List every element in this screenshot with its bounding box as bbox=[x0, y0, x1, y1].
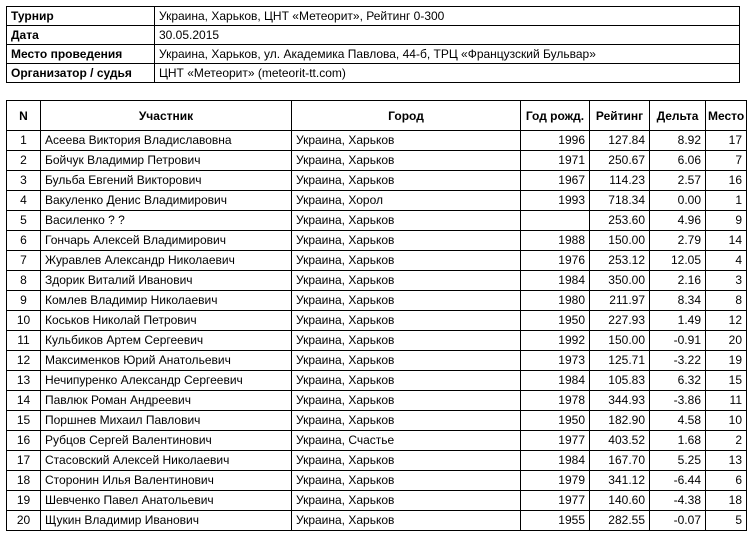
cell-rating: 253.60 bbox=[590, 211, 650, 231]
header-number: N bbox=[7, 101, 41, 131]
cell-place: 5 bbox=[706, 511, 747, 531]
cell-place: 12 bbox=[706, 311, 747, 331]
cell-rating: 140.60 bbox=[590, 491, 650, 511]
table-row bbox=[7, 411, 747, 431]
cell-participant: Вакуленко Денис Владимирович bbox=[41, 191, 292, 211]
cell-city: Украина, Харьков bbox=[292, 211, 521, 231]
tournament-info-table bbox=[6, 6, 740, 83]
cell-city: Украина, Харьков bbox=[292, 291, 521, 311]
cell-participant: Максименков Юрий Анатольевич bbox=[41, 351, 292, 371]
header-place: Место bbox=[706, 101, 747, 131]
cell-rating: 350.00 bbox=[590, 271, 650, 291]
header-participant: Участник bbox=[41, 101, 292, 131]
cell-number: 16 bbox=[7, 431, 41, 451]
cell-rating: 150.00 bbox=[590, 231, 650, 251]
cell-place: 10 bbox=[706, 411, 747, 431]
table-row bbox=[7, 231, 747, 251]
cell-delta: -0.91 bbox=[650, 331, 706, 351]
cell-rating: 253.12 bbox=[590, 251, 650, 271]
cell-delta: 1.68 bbox=[650, 431, 706, 451]
cell-participant: Гончарь Алексей Владимирович bbox=[41, 231, 292, 251]
cell-birth-year: 1977 bbox=[521, 491, 590, 511]
cell-participant: Комлев Владимир Николаевич bbox=[41, 291, 292, 311]
table-row bbox=[7, 511, 747, 531]
cell-delta: -0.07 bbox=[650, 511, 706, 531]
cell-city: Украина, Харьков bbox=[292, 451, 521, 471]
cell-place: 15 bbox=[706, 371, 747, 391]
cell-birth-year: 1967 bbox=[521, 171, 590, 191]
cell-place: 3 bbox=[706, 271, 747, 291]
cell-birth-year: 1979 bbox=[521, 471, 590, 491]
cell-birth-year: 1984 bbox=[521, 271, 590, 291]
cell-city: Украина, Хорол bbox=[292, 191, 521, 211]
info-label: Турнир bbox=[7, 7, 155, 26]
cell-number: 11 bbox=[7, 331, 41, 351]
table-row bbox=[7, 191, 747, 211]
cell-delta: 8.34 bbox=[650, 291, 706, 311]
cell-birth-year: 1996 bbox=[521, 131, 590, 151]
cell-city: Украина, Харьков bbox=[292, 131, 521, 151]
cell-birth-year: 1973 bbox=[521, 351, 590, 371]
cell-delta: 0.00 bbox=[650, 191, 706, 211]
header-birth-year: Год рожд. bbox=[521, 101, 590, 131]
cell-birth-year: 1978 bbox=[521, 391, 590, 411]
cell-place: 13 bbox=[706, 451, 747, 471]
cell-rating: 341.12 bbox=[590, 471, 650, 491]
table-row bbox=[7, 391, 747, 411]
cell-number: 7 bbox=[7, 251, 41, 271]
cell-number: 2 bbox=[7, 151, 41, 171]
info-value: Украина, Харьков, ЦНТ «Метеорит», Рейтинг 0-300 bbox=[155, 7, 740, 26]
info-row bbox=[7, 7, 740, 26]
cell-place: 8 bbox=[706, 291, 747, 311]
table-row bbox=[7, 371, 747, 391]
cell-city: Украина, Харьков bbox=[292, 311, 521, 331]
table-row bbox=[7, 211, 747, 231]
table-row bbox=[7, 131, 747, 151]
tournament-info-body bbox=[7, 7, 740, 83]
cell-delta: 2.79 bbox=[650, 231, 706, 251]
cell-city: Украина, Харьков bbox=[292, 231, 521, 251]
table-row bbox=[7, 351, 747, 371]
info-label: Дата bbox=[7, 26, 155, 45]
cell-city: Украина, Харьков bbox=[292, 411, 521, 431]
cell-delta: 4.96 bbox=[650, 211, 706, 231]
table-row bbox=[7, 311, 747, 331]
cell-city: Украина, Харьков bbox=[292, 391, 521, 411]
cell-city: Украина, Харьков bbox=[292, 171, 521, 191]
cell-delta: 1.49 bbox=[650, 311, 706, 331]
cell-place: 18 bbox=[706, 491, 747, 511]
info-value: ЦНТ «Метеорит» (meteorit-tt.com) bbox=[155, 64, 740, 83]
table-row bbox=[7, 491, 747, 511]
cell-delta: 12.05 bbox=[650, 251, 706, 271]
cell-rating: 167.70 bbox=[590, 451, 650, 471]
cell-delta: 2.57 bbox=[650, 171, 706, 191]
cell-participant: Шевченко Павел Анатольевич bbox=[41, 491, 292, 511]
cell-rating: 403.52 bbox=[590, 431, 650, 451]
cell-delta: 5.25 bbox=[650, 451, 706, 471]
cell-number: 3 bbox=[7, 171, 41, 191]
cell-delta: -4.38 bbox=[650, 491, 706, 511]
table-row bbox=[7, 291, 747, 311]
cell-birth-year: 1984 bbox=[521, 451, 590, 471]
cell-delta: -3.22 bbox=[650, 351, 706, 371]
results-body bbox=[7, 131, 747, 531]
cell-participant: Павлюк Роман Андреевич bbox=[41, 391, 292, 411]
cell-number: 12 bbox=[7, 351, 41, 371]
cell-participant: Нечипуренко Александр Сергеевич bbox=[41, 371, 292, 391]
info-row bbox=[7, 64, 740, 83]
cell-rating: 227.93 bbox=[590, 311, 650, 331]
cell-delta: -6.44 bbox=[650, 471, 706, 491]
cell-birth-year: 1976 bbox=[521, 251, 590, 271]
cell-number: 13 bbox=[7, 371, 41, 391]
info-row bbox=[7, 26, 740, 45]
cell-participant: Поршнев Михаил Павлович bbox=[41, 411, 292, 431]
cell-participant: Кульбиков Артем Сергеевич bbox=[41, 331, 292, 351]
cell-place: 1 bbox=[706, 191, 747, 211]
header-delta: Дельта bbox=[650, 101, 706, 131]
cell-place: 17 bbox=[706, 131, 747, 151]
cell-participant: Коськов Николай Петрович bbox=[41, 311, 292, 331]
info-label: Место проведения bbox=[7, 45, 155, 64]
cell-birth-year: 1950 bbox=[521, 311, 590, 331]
cell-number: 17 bbox=[7, 451, 41, 471]
cell-place: 19 bbox=[706, 351, 747, 371]
table-row bbox=[7, 471, 747, 491]
cell-place: 20 bbox=[706, 331, 747, 351]
cell-delta: 6.32 bbox=[650, 371, 706, 391]
table-row bbox=[7, 431, 747, 451]
cell-participant: Бульба Евгений Викторович bbox=[41, 171, 292, 191]
cell-place: 11 bbox=[706, 391, 747, 411]
info-row bbox=[7, 45, 740, 64]
cell-rating: 127.84 bbox=[590, 131, 650, 151]
cell-delta: 6.06 bbox=[650, 151, 706, 171]
header-rating: Рейтинг bbox=[590, 101, 650, 131]
cell-city: Украина, Харьков bbox=[292, 351, 521, 371]
cell-city: Украина, Харьков bbox=[292, 331, 521, 351]
cell-place: 7 bbox=[706, 151, 747, 171]
cell-rating: 150.00 bbox=[590, 331, 650, 351]
cell-rating: 344.93 bbox=[590, 391, 650, 411]
cell-place: 6 bbox=[706, 471, 747, 491]
table-row bbox=[7, 331, 747, 351]
table-row bbox=[7, 251, 747, 271]
cell-number: 8 bbox=[7, 271, 41, 291]
cell-number: 4 bbox=[7, 191, 41, 211]
cell-place: 14 bbox=[706, 231, 747, 251]
cell-city: Украина, Харьков bbox=[292, 511, 521, 531]
cell-birth-year: 1977 bbox=[521, 431, 590, 451]
info-value: Украина, Харьков, ул. Академика Павлова, 44-б, ТРЦ «Французский Бульвар» bbox=[155, 45, 740, 64]
cell-birth-year: 1993 bbox=[521, 191, 590, 211]
cell-number: 20 bbox=[7, 511, 41, 531]
cell-participant: Стасовский Алексей Николаевич bbox=[41, 451, 292, 471]
cell-birth-year: 1984 bbox=[521, 371, 590, 391]
cell-birth-year: 1988 bbox=[521, 231, 590, 251]
cell-birth-year: 1950 bbox=[521, 411, 590, 431]
cell-participant: Василенко ? ? bbox=[41, 211, 292, 231]
cell-rating: 718.34 bbox=[590, 191, 650, 211]
cell-birth-year: 1992 bbox=[521, 331, 590, 351]
cell-place: 16 bbox=[706, 171, 747, 191]
cell-participant: Сторонин Илья Валентинович bbox=[41, 471, 292, 491]
cell-city: Украина, Харьков bbox=[292, 151, 521, 171]
cell-delta: 2.16 bbox=[650, 271, 706, 291]
cell-city: Украина, Харьков bbox=[292, 271, 521, 291]
table-row bbox=[7, 451, 747, 471]
cell-city: Украина, Харьков bbox=[292, 251, 521, 271]
cell-rating: 250.67 bbox=[590, 151, 650, 171]
cell-number: 18 bbox=[7, 471, 41, 491]
cell-rating: 105.83 bbox=[590, 371, 650, 391]
cell-participant: Рубцов Сергей Валентинович bbox=[41, 431, 292, 451]
results-header bbox=[7, 101, 747, 131]
cell-place: 2 bbox=[706, 431, 747, 451]
cell-participant: Журавлев Александр Николаевич bbox=[41, 251, 292, 271]
cell-rating: 125.71 bbox=[590, 351, 650, 371]
cell-rating: 114.23 bbox=[590, 171, 650, 191]
cell-birth-year: 1955 bbox=[521, 511, 590, 531]
header-city: Город bbox=[292, 101, 521, 131]
results-table bbox=[6, 100, 747, 531]
info-label: Организатор / судья bbox=[7, 64, 155, 83]
cell-delta: 8.92 bbox=[650, 131, 706, 151]
cell-participant: Щукин Владимир Иванович bbox=[41, 511, 292, 531]
cell-number: 1 bbox=[7, 131, 41, 151]
table-row bbox=[7, 151, 747, 171]
cell-delta: -3.86 bbox=[650, 391, 706, 411]
cell-rating: 182.90 bbox=[590, 411, 650, 431]
cell-number: 14 bbox=[7, 391, 41, 411]
cell-birth-year: 1971 bbox=[521, 151, 590, 171]
cell-participant: Здорик Виталий Иванович bbox=[41, 271, 292, 291]
cell-city: Украина, Харьков bbox=[292, 371, 521, 391]
cell-participant: Бойчук Владимир Петрович bbox=[41, 151, 292, 171]
cell-place: 9 bbox=[706, 211, 747, 231]
cell-delta: 4.58 bbox=[650, 411, 706, 431]
table-row bbox=[7, 171, 747, 191]
cell-city: Украина, Счастье bbox=[292, 431, 521, 451]
cell-rating: 282.55 bbox=[590, 511, 650, 531]
cell-place: 4 bbox=[706, 251, 747, 271]
cell-city: Украина, Харьков bbox=[292, 491, 521, 511]
cell-rating: 211.97 bbox=[590, 291, 650, 311]
cell-number: 9 bbox=[7, 291, 41, 311]
cell-number: 15 bbox=[7, 411, 41, 431]
cell-number: 19 bbox=[7, 491, 41, 511]
cell-birth-year: 1980 bbox=[521, 291, 590, 311]
cell-number: 10 bbox=[7, 311, 41, 331]
cell-city: Украина, Харьков bbox=[292, 471, 521, 491]
cell-number: 5 bbox=[7, 211, 41, 231]
cell-participant: Асеева Виктория Владиславовна bbox=[41, 131, 292, 151]
cell-number: 6 bbox=[7, 231, 41, 251]
results-header-row bbox=[7, 101, 747, 131]
table-row bbox=[7, 271, 747, 291]
info-value: 30.05.2015 bbox=[155, 26, 740, 45]
cell-birth-year bbox=[521, 211, 590, 231]
